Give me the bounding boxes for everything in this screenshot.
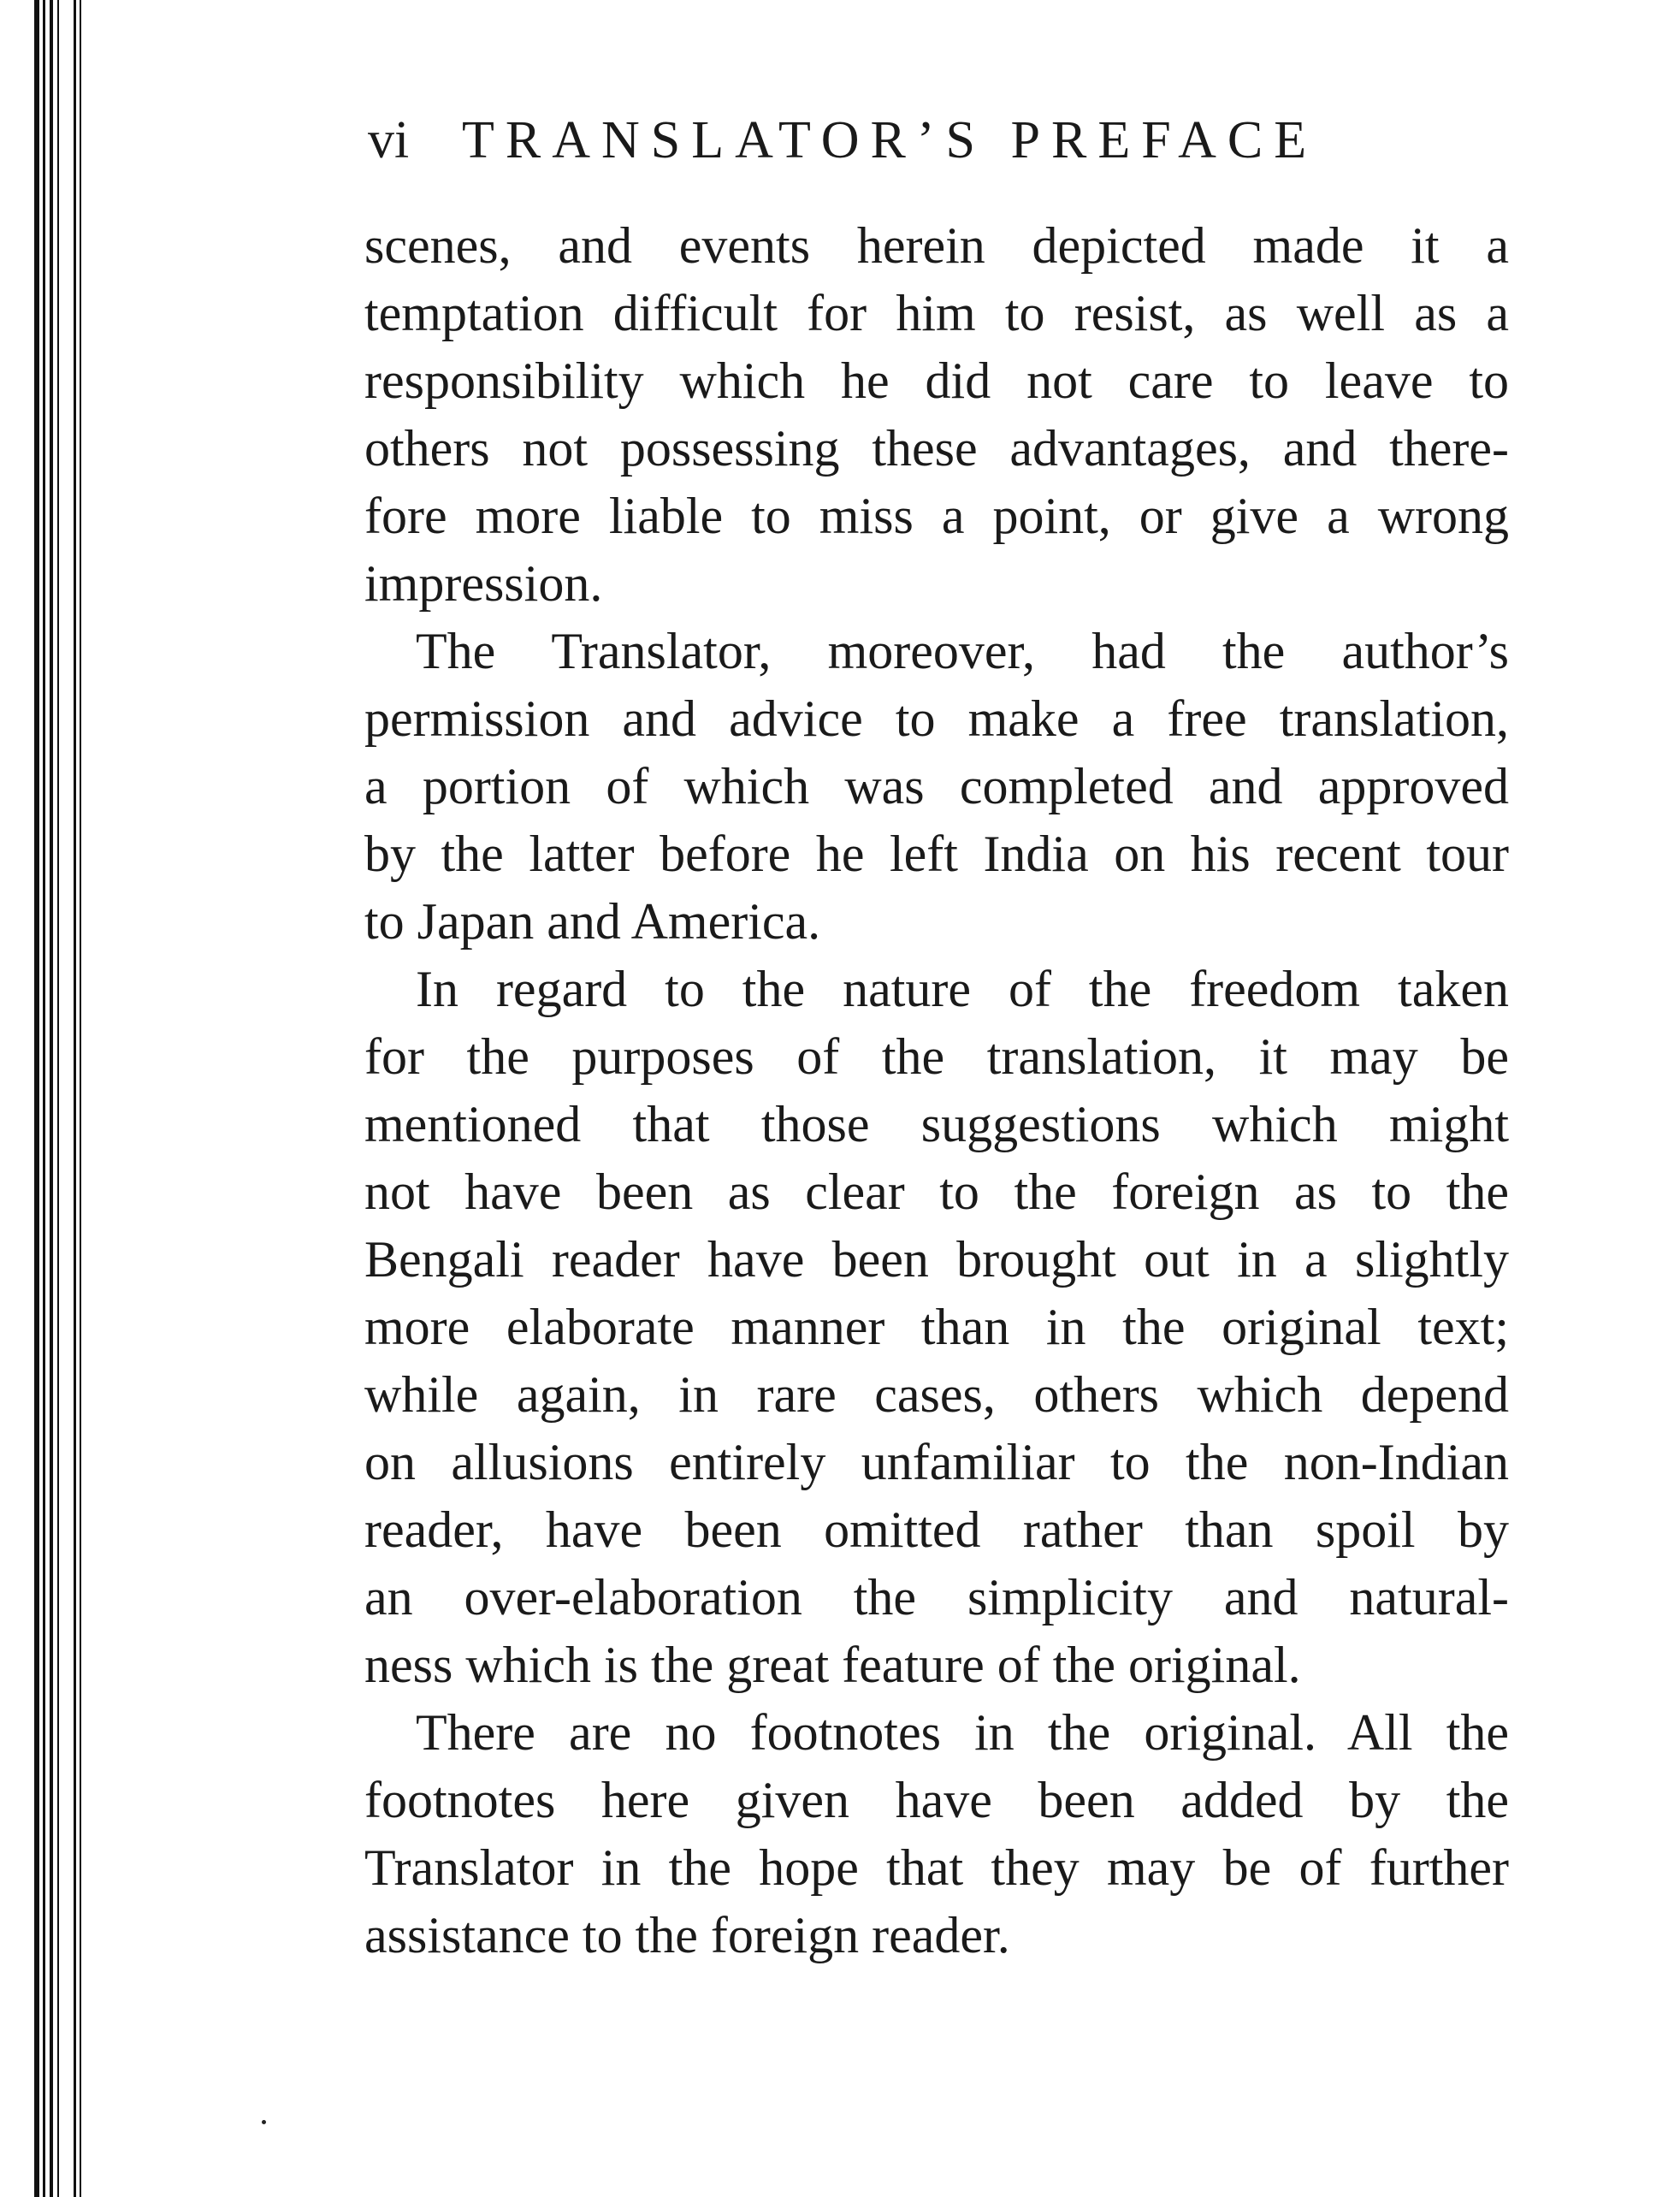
text-line: reader, have been omitted rather than spoil by	[364, 1501, 1509, 1558]
text-line: In regard to the nature of the freedom taken	[416, 961, 1509, 1017]
text-line: permission and advice to make a free translation,	[364, 690, 1509, 747]
paragraph	[364, 212, 1509, 618]
text-line: ness which is the great feature of the original.	[364, 1637, 1301, 1693]
text-line: for the purposes of the translation, it may be	[364, 1028, 1509, 1085]
scan-speck	[262, 2120, 266, 2124]
text-line: Bengali reader have been brought out in a slightly	[364, 1231, 1509, 1288]
text-line: more elaborate manner than in the original text;	[364, 1299, 1509, 1355]
text-line: Translator in the hope that they may be of further	[364, 1839, 1509, 1896]
text-line: others not possessing these advantages, and there-	[364, 420, 1509, 477]
text-line: an over-elaboration the simplicity and natural-	[364, 1569, 1509, 1626]
text-line: impression.	[364, 555, 603, 612]
page-number: vi	[368, 111, 410, 169]
text-line: assistance to the foreign reader.	[364, 1907, 1010, 1963]
text-line: a portion of which was completed and approved	[364, 758, 1509, 814]
text-line: while again, in rare cases, others which depend	[364, 1366, 1509, 1423]
text-line: mentioned that those suggestions which might	[364, 1096, 1509, 1152]
text-line: scenes, and events herein depicted made it a	[364, 217, 1509, 274]
page-binding-edge	[34, 0, 94, 2197]
running-title: TRANSLATOR’S PREFACE	[462, 111, 1318, 169]
text-line: to Japan and America.	[364, 893, 821, 950]
paragraph	[364, 618, 1509, 956]
text-line: temptation difficult for him to resist, as well as a	[364, 285, 1509, 341]
text-line: There are no footnotes in the original. All the	[416, 1704, 1509, 1761]
paragraph	[364, 1699, 1509, 1969]
text-line: on allusions entirely unfamiliar to the non-Indian	[364, 1434, 1509, 1490]
text-line: by the latter before he left India on his recent tour	[364, 826, 1509, 882]
page-header	[368, 110, 1505, 171]
paragraph	[364, 956, 1509, 1699]
text-line: fore more liable to miss a point, or give a wrong	[364, 488, 1509, 544]
text-line: The Translator, moreover, had the author’s	[416, 623, 1509, 679]
text-line: not have been as clear to the foreign as to the	[364, 1164, 1509, 1220]
text-line: responsibility which he did not care to leave to	[364, 352, 1509, 409]
text-line: footnotes here given have been added by the	[364, 1772, 1509, 1828]
body-text	[364, 212, 1509, 1969]
